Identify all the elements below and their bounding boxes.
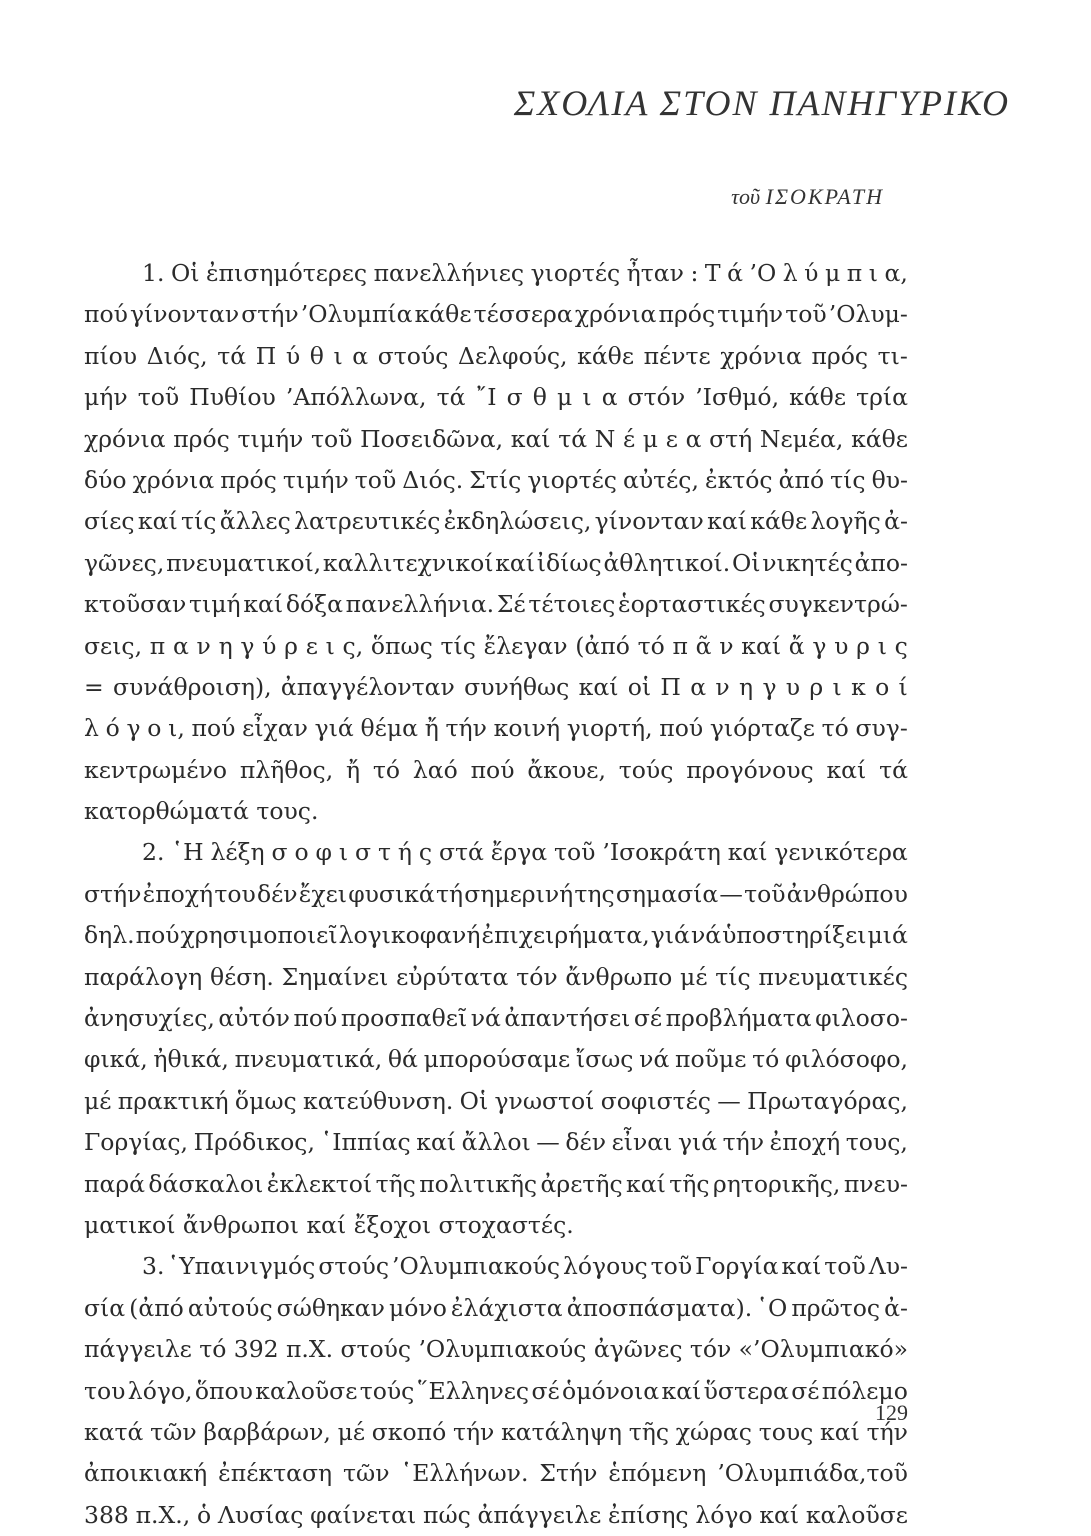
text-line: χρόνια πρός τιμήν τοῦ Ποσειδῶνα, καί τά Ν έ μ ε α στή Νεμέα, κάθε xyxy=(84,424,908,453)
text-line: παρά δάσκαλοι ἐκλεκτοί τῆς πολιτικῆς ἀρετῆς καί τῆς ρητορικῆς, πνευ- xyxy=(84,1169,908,1198)
text-line: πάγγειλε τό 392 π.Χ. στούς ’Ολυμπιακούς ἀγῶνες τόν «’Ολυμπιακό» xyxy=(84,1335,908,1364)
text-line: γῶνες, πνευματικοί, καλλιτεχνικοί καί ἰδίως ἀθλητικοί. Οἱ νικητές ἀπο- xyxy=(84,548,908,577)
text-line: 3. ῾Υπαινιγμός στούς ’Ολυμπιακούς λόγους τοῦ Γοργία καί τοῦ Λυ- xyxy=(142,1252,908,1281)
text-line: σίες καί τίς ἄλλες λατρευτικές ἐκδηλώσεις, γίνονταν καί κάθε λογῆς ἀ- xyxy=(84,507,908,536)
text-line: κατά τῶν βαρβάρων, μέ σκοπό τήν κατάληψη τῆς χώρας τους καί τήν xyxy=(84,1417,908,1446)
body-text xyxy=(84,253,908,1536)
text-line: παράλογη θέση. Σημαίνει εὐρύτατα τόν ἄνθρωπο μέ τίς πνευματικές xyxy=(84,962,908,991)
subtitle-author: ΙΣΟΚΡΑΤΗ xyxy=(765,184,884,209)
text-line: πού γίνονταν στήν ’Ολυμπία κάθε τέσσερα χρόνια πρός τιμήν τοῦ ’Ολυμ- xyxy=(84,300,908,329)
text-line: σεις, π α ν η γ ύ ρ ε ι ς, ὅπως τίς ἔλεγαν (ἀπό τό π ᾶ ν καί ἄ γ υ ρ ι ς xyxy=(84,631,908,660)
text-line: 1. Οἱ ἐπισημότερες πανελλήνιες γιορτές ἦταν : Τ ά ’Ο λ ύ μ π ι α, xyxy=(142,259,908,287)
text-line: στήν ἐποχή του δέν ἔχει φυσικά τή σημερινή της σημασία — τοῦ ἀνθρώπου xyxy=(84,879,908,908)
text-line: κατορθώματά τους. xyxy=(84,797,319,826)
text-line: 388 π.Χ., ὁ Λυσίας φαίνεται πώς ἀπάγγειλε ἐπίσης λόγο καί καλοῦσε xyxy=(84,1500,908,1529)
page-subtitle xyxy=(0,184,884,210)
text-line: του λόγο, ὅπου καλοῦσε τούς ῞Ελληνες σέ ὁμόνοια καί ὕστερα σέ πόλεμο xyxy=(84,1376,908,1405)
text-line: Γοργίας, Πρόδικος, ῾Ιππίας καί ἄλλοι — δέν εἶναι γιά τήν ἐποχή τους, xyxy=(84,1128,908,1157)
subtitle-prefix: τοῦ xyxy=(731,184,761,209)
text-line: ἀποικιακή ἐπέκταση τῶν ῾Ελλήνων. Στήν ἑπόμενη ’Ολυμπιάδα,τοῦ xyxy=(84,1459,908,1488)
text-line: μέ πρακτική ὅμως κατεύθυνση. Οἱ γνωστοί σοφιστές — Πρωταγόρας, xyxy=(84,1086,908,1115)
text-line: ἀνησυχίες, αὐτόν πού προσπαθεῖ νά ἀπαντήσει σέ προβλήματα φιλοσο- xyxy=(84,1004,908,1033)
text-line: δύο χρόνια πρός τιμήν τοῦ Διός. Στίς γιορτές αὐτές, ἐκτός ἀπό τίς θυ- xyxy=(84,465,908,494)
text-line: λ ό γ ο ι, πού εἶχαν γιά θέμα ἤ τήν κοινή γιορτή, πού γιόρταζε τό συγ- xyxy=(84,714,908,743)
text-line: δηλ. πού χρησιμοποιεῖ λογικοφανή ἐπιχειρήματα, γιά νά ὑποστηρίξει μιά xyxy=(84,921,908,950)
text-line: πίου Διός, τά Π ύ θ ι α στούς Δελφούς, κάθε πέντε χρόνια πρός τι- xyxy=(84,341,908,370)
text-line: = συνάθροιση), ἀπαγγέλονταν συνήθως καί οἱ Π α ν η γ υ ρ ι κ ο ί xyxy=(84,672,908,701)
text-line: κεντρωμένο πλῆθος, ἤ τό λαό πού ἄκουε, τούς προγόνους καί τά xyxy=(84,755,908,784)
text-line: μήν τοῦ Πυθίου ’Απόλλωνα, τά ῎Ι σ θ μ ι α στόν ’Ισθμό, κάθε τρία xyxy=(84,383,908,412)
text-line: φικά, ἠθικά, πνευματικά, θά μπορούσαμε ἴσως νά ποῦμε τό φιλόσοφο, xyxy=(84,1045,908,1074)
text-line: ματικοί ἄνθρωποι καί ἔξοχοι στοχαστές. xyxy=(84,1210,574,1239)
page-title: ΣΧΟΛΙΑ ΣΤΟΝ ΠΑΝΗΓΥΡΙΚΟ xyxy=(513,83,1010,123)
text-line: κτοῦσαν τιμή καί δόξα πανελλήνια. Σέ τέτοιες ἑορταστικές συγκεντρώ- xyxy=(84,590,908,619)
text-line: σία (ἀπό αὐτούς σώθηκαν μόνο ἐλάχιστα ἀποσπάσματα). ῾Ο πρῶτος ἀ- xyxy=(84,1293,908,1322)
text-line: 2. ῾Η λέξη σ ο φ ι σ τ ή ς στά ἔργα τοῦ ’Ισοκράτη καί γενικότερα xyxy=(142,838,908,867)
page-number: 129 xyxy=(875,1400,908,1425)
